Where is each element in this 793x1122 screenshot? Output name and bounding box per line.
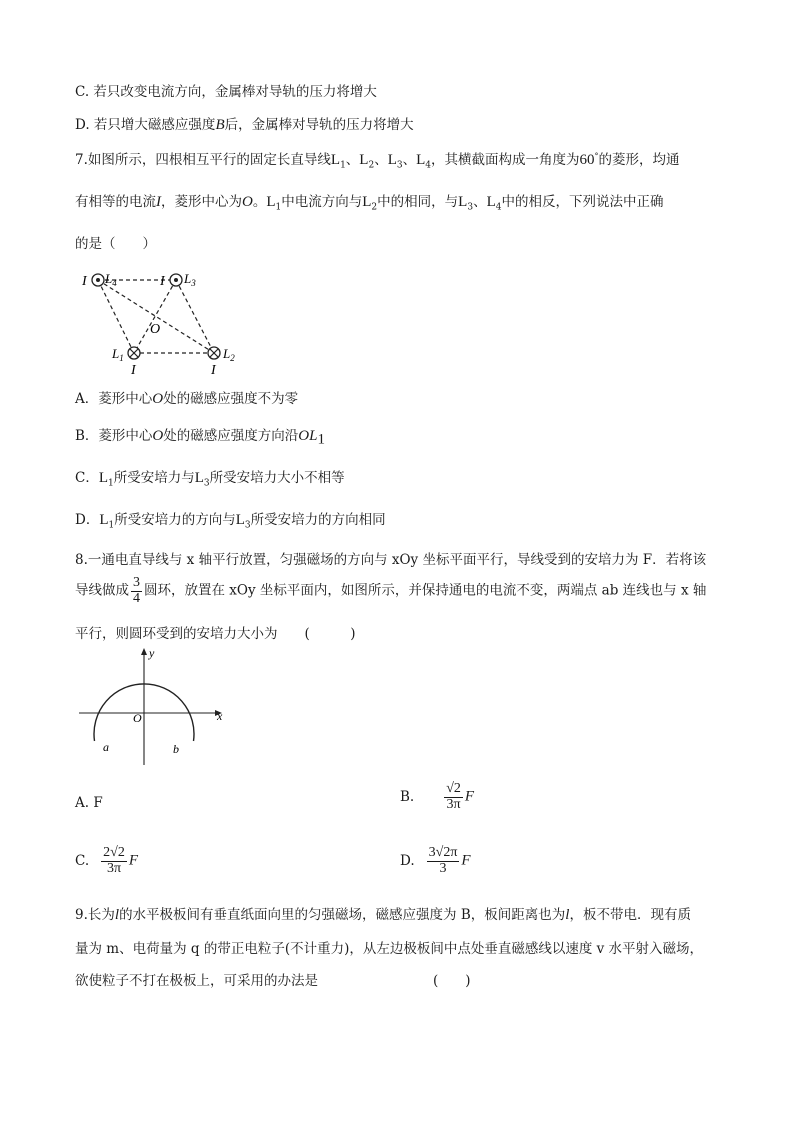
- q8-option-d: D. $\frac{3√2\pi}{3}$ F: [400, 845, 471, 876]
- q8-option-b: B. $\frac{√2}{3\pi}$ F: [400, 781, 475, 812]
- wire-l1-in-icon: [128, 347, 140, 359]
- q8-ring-diagram: [76, 643, 236, 768]
- q9-stem-line3: 欲使粒子不打在极板上，可采用的办法是 ( ): [75, 973, 471, 989]
- q7-rhombus-diagram: [78, 262, 248, 377]
- fraction-three-quarters: $\frac{3}{4}$: [133, 575, 140, 606]
- q7-stem-line1: 7.如图所示，四根相互平行的固定长直导线$L_1$、$L_2$、$L_3$、$L_4$，其横截面构成一角度为60°的菱形，均通: [75, 151, 680, 171]
- axis-y-label: y: [149, 646, 155, 660]
- wire-l3-out-icon: [170, 274, 182, 286]
- label-l1: $L_1$: [112, 346, 124, 363]
- q7-option-d: D．$L_1$所受安培力的方向与$L_3$所受安培力的方向相同: [75, 512, 386, 531]
- q8-stem-line3: 平行，则圆环受到的安培力大小为 ( ): [75, 626, 356, 642]
- q9-stem-line1: 9.长为l的水平极板间有垂直纸面向里的匀强磁场，磁感应强度为 B，板间距离也为l，板不带电．现有质: [75, 907, 691, 923]
- label-center-o: O: [150, 322, 161, 337]
- label-i-l4: I: [82, 274, 87, 289]
- wire-l4-out-icon: [92, 274, 104, 286]
- label-l4: $L_4$: [105, 271, 117, 288]
- origin-label: O: [133, 711, 142, 725]
- q7-option-c: C．$L_1$所受安培力与$L_3$所受安培力大小不相等: [75, 470, 345, 489]
- label-i-l2: I: [211, 363, 216, 377]
- q6-option-d: D. 若只增大磁感应强度B后，金属棒对导轨的压力将增大: [75, 117, 414, 133]
- label-i-l1: I: [131, 363, 136, 377]
- q8-stem-line2: 导线做成 $\frac{3}{4}$ 圆环，放置在 xOy 坐标平面内，如图所示，并保持通电的电流不变，两端点 ab 连线也与 x 轴: [75, 575, 707, 606]
- label-l3: $L_3$: [184, 271, 196, 288]
- q9-stem-line2: 量为 m、电荷量为 q 的带正电粒子(不计重力)，从左边极板间中点处垂直磁感线以速度 v 水平射入磁场，: [75, 941, 704, 957]
- endpoint-b-label: b: [173, 742, 179, 756]
- q8-stem-line1: 8.一通电直导线与 x 轴平行放置，匀强磁场的方向与 xOy 坐标平面平行，导线受到的安培力为 F．若将该: [75, 552, 707, 568]
- q8-option-c: C. $\frac{2√2}{3\pi}$ F: [75, 845, 138, 876]
- q6-option-c: C. 若只改变电流方向，金属棒对导轨的压力将增大: [75, 84, 377, 100]
- wire-l2-in-icon: [208, 347, 220, 359]
- q7-stem-line2: 有相等的电流I，菱形中心为O。$L_1$中电流方向与$L_2$中的相同，与$L_3$、$L_4$中的相反，下列说法中正确: [75, 194, 664, 213]
- q7-option-a: A．菱形中心O处的磁感应强度不为零: [75, 391, 299, 407]
- q7-option-b: B．菱形中心O处的磁感应强度方向沿$OL_1$: [75, 428, 325, 448]
- label-i-l3: I: [160, 274, 165, 289]
- q8-option-a: A. F: [75, 795, 103, 811]
- q7-stem-line3: 的是（ ）: [75, 236, 156, 252]
- endpoint-a-label: a: [103, 740, 109, 754]
- label-l2: $L_2$: [223, 346, 235, 363]
- axis-x-label: x: [217, 709, 223, 723]
